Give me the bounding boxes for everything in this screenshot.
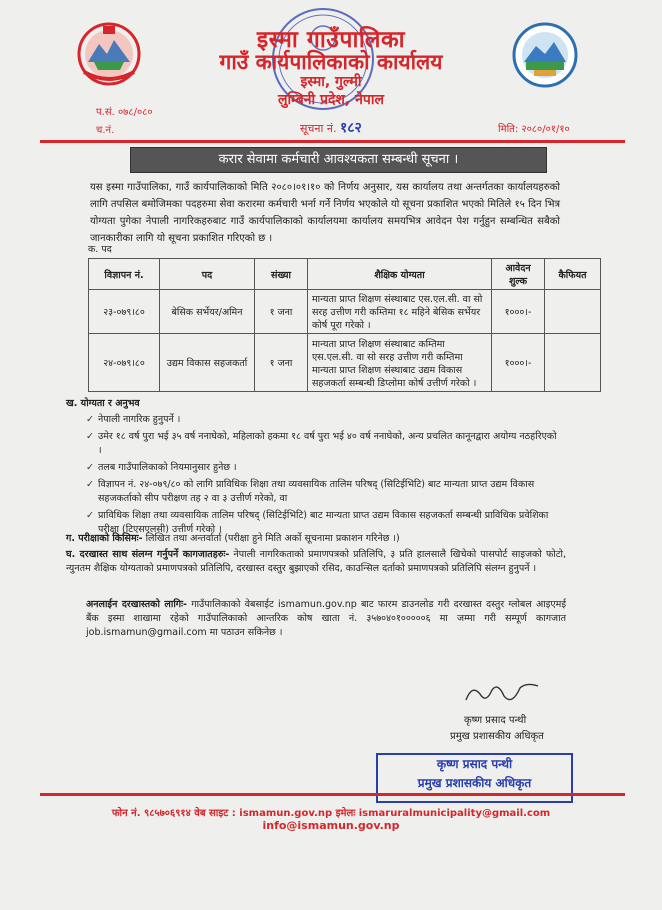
col-count: संख्या — [255, 259, 308, 290]
col-post: पद — [160, 259, 255, 290]
cell-ad-no: २४-०७९।८० — [89, 334, 160, 392]
cell-remarks — [545, 290, 601, 334]
list-item: ✓ नेपाली नागरिक हुनुपर्ने । — [86, 414, 181, 425]
section-gha-label: घ. दरखास्त साथ संलग्न गर्नुपर्ने कागजातहरुः- — [66, 549, 230, 560]
notice-date: मिति: २०८०/०१/१० — [498, 124, 570, 135]
cell-count: १ जना — [255, 334, 308, 392]
section-ka-heading: क. पद — [88, 244, 112, 255]
col-qualification: शैक्षिक योग्यता — [308, 259, 492, 290]
notice-number-label: सूचना नं. — [300, 122, 337, 135]
checkmark-icon: ✓ — [86, 431, 94, 442]
cell-qualification: मान्यता प्राप्त शिक्षण संस्थाबाट कम्तिमा एस.एल.सी. वा सो सरह उत्तीण गरी कम्तिमा मान्यता प्राप्त शिक्षण संस्थाबाट उद्यम विकास सहजकर्ता सम्बन्धी डिप्लोमा कोर्ष उत्तीर्ण गरेको । — [308, 334, 492, 392]
table-row — [89, 334, 601, 392]
footer-divider — [40, 793, 625, 796]
online-text: गाउँपालिकाको वेबसाईट ismamun.gov.np बाट फारम डाउनलोड गरी दरखास्त दस्तुर ग्लोबल आइएमई बैंक इस्मा शाखामा रहेको गाउँपालिकाको आन्तरिक कोष खाता नं. ३५७०४०१०००००६ मा जम्मा गरी सम्पूर्ण कागजात job.ismamun@gmail.com मा पठाउन सकिनेछ । — [86, 599, 566, 638]
section-ga-text: लिखित तथा अन्तर्वार्ता (परीक्षा हुने मिति अर्को सूचनामा प्रकाशन गरिनेछ ।) — [145, 533, 400, 544]
list-item: ✓ तलब गाउँपालिकाको नियमानुसार हुनेछ । — [86, 462, 237, 473]
qualification-list — [86, 413, 560, 537]
dispatch-number: च.नं. — [96, 125, 115, 136]
cell-post: बेसिक सर्भेयर/अमिन — [160, 290, 255, 334]
footer-contact: फोन नं. ९८५७०६९१४ वेब साइट : ismamun.gov.np इमेलः ismaruralmunicipality@gmail.com — [111, 808, 551, 819]
checkmark-icon: ✓ — [86, 479, 94, 490]
section-kha-heading: ख. योग्यता र अनुभव — [66, 398, 140, 409]
table-row — [89, 290, 601, 334]
checkmark-icon: ✓ — [86, 462, 94, 473]
list-item: ✓ विज्ञापन नं. २४-०७९/८० को लागि प्राविधिक शिक्षा तथा व्यवसायिक तालिम परिषद् (सिटिईभिटि) बाट मान्यता प्राप्त उद्यम विकास सहजकर्ताको सीप परीक्षण तह २ वा ३ उत्तीर्ण गरेको, वा — [86, 479, 535, 504]
section-gha — [66, 548, 566, 576]
cell-qualification: मान्यता प्राप्त शिक्षण संस्थाबाट एस.एल.सी. वा सो सरह उत्तीण गरी कम्तिमा १८ महिने बेसिक सर्भेयर कोर्ष पूरा गरेको । — [308, 290, 492, 334]
online-application — [86, 598, 566, 640]
stamp-line-2: प्रमुख प्रशासकीय अधिकृत — [417, 776, 532, 790]
office-name: गाउँ कार्यपालिकाको कार्यालय — [219, 50, 443, 74]
col-fee: आवेदन शुल्क — [492, 259, 545, 290]
cell-fee: १०००।- — [492, 334, 545, 392]
handwritten-signature — [462, 680, 542, 708]
online-label: अनलाईन दरखास्तको लागिः- — [86, 599, 187, 610]
cell-post: उद्यम विकास सहजकर्ता — [160, 334, 255, 392]
cell-ad-no: २३-०७९।८० — [89, 290, 160, 334]
section-ga — [66, 532, 566, 546]
notice-number-value: १८२ — [339, 120, 362, 136]
notice-title: करार सेवामा कर्मचारी आवश्यकता सम्बन्धी सूचना । — [130, 147, 547, 173]
notice-number — [300, 118, 362, 137]
checkmark-icon: ✓ — [86, 510, 94, 521]
section-ga-label: ग. परीक्षाको किसिमः- — [66, 533, 143, 544]
signatory-title: प्रमुख प्रशासकीय अधिकृत — [450, 731, 544, 742]
posts-table — [88, 258, 601, 392]
col-ad-no: विज्ञापन नं. — [89, 259, 160, 290]
stamp-line-1: कृष्ण प्रसाद पन्थी — [436, 757, 513, 771]
cell-remarks — [545, 334, 601, 392]
footer-email: info@ismamun.gov.np — [262, 819, 400, 832]
list-item: ✓ उमेर १८ वर्ष पुरा भई ३५ वर्ष ननाघेको, महिलाको हकमा १८ वर्ष पुरा भई ४० वर्ष ननाघेको, अन्य प्रचलित कानूनद्वारा अयोग्य नठहरिएको । — [86, 431, 557, 456]
signatory-name: कृष्ण प्रसाद पन्थी — [464, 715, 527, 726]
section-gha-text: नेपाली नागरिकताको प्रमाणपत्रको प्रतिलिपि, ३ प्रति हालसालै खिचेको पासपोर्ट साइजको फोटो, न्युनतम शैक्षिक योग्यताको प्रमाणपत्रको प्रतिलिपि, दरखास्त दस्तुर बुझाएको रसिद, काउन्सिल दर्ताको प्रमाणपत्रको प्रतिलिपि संलग्न हुनुपर्ने । — [66, 549, 566, 574]
header-divider — [40, 140, 625, 143]
list-item: ✓ प्राविधिक शिक्षा तथा व्यवसायिक तालिम परिषद् (सिटिईभिटि) बाट मान्यता प्राप्त उद्यम विकास सहजकर्ता सम्बन्धी प्राविधिक प्रवेशिका परीक्षा (टिएसएलसी) उत्तीर्ण गरेको । — [86, 510, 549, 535]
col-remarks: कैफियत — [545, 259, 601, 290]
province-line: लुम्बिनी प्रदेश, नेपाल — [278, 92, 384, 108]
municipality-name: इस्मा गाउँपालिका — [256, 27, 406, 53]
checkmark-icon: ✓ — [86, 414, 94, 425]
intro-paragraph: यस इस्मा गाउँपालिका, गाउँ कार्यपालिकाको मिति २०८०।०१।१० को निर्णय अनुसार, यस कार्यालय तथा अन्तर्गतका कार्यालयहरुको लागि तपसिल बमोजिमका पदहरुमा सेवा करारमा कर्मचारी भर्ना गर्ने निर्णय भएकोले यो सूचना प्रकाशित भएको मितिले १५ दिन भित्र योग्यता पुगेका नेपाली नागरिकहरुबाट गाउँ कार्यपालिकाको कार्यालयमा कार्यालय समयभित्र आवेदन पेश गर्नुहुन सम्बन्धित सबैको जानकारीका लागि यो सूचना प्रकाशित गरिएको छ । — [90, 182, 560, 244]
reference-number: प.सं. ०७८/०८० — [96, 107, 153, 118]
table-header-row — [89, 259, 601, 290]
address-line: इस्मा, गुल्मी — [300, 74, 362, 90]
cell-count: १ जना — [255, 290, 308, 334]
cell-fee: १०००।- — [492, 290, 545, 334]
